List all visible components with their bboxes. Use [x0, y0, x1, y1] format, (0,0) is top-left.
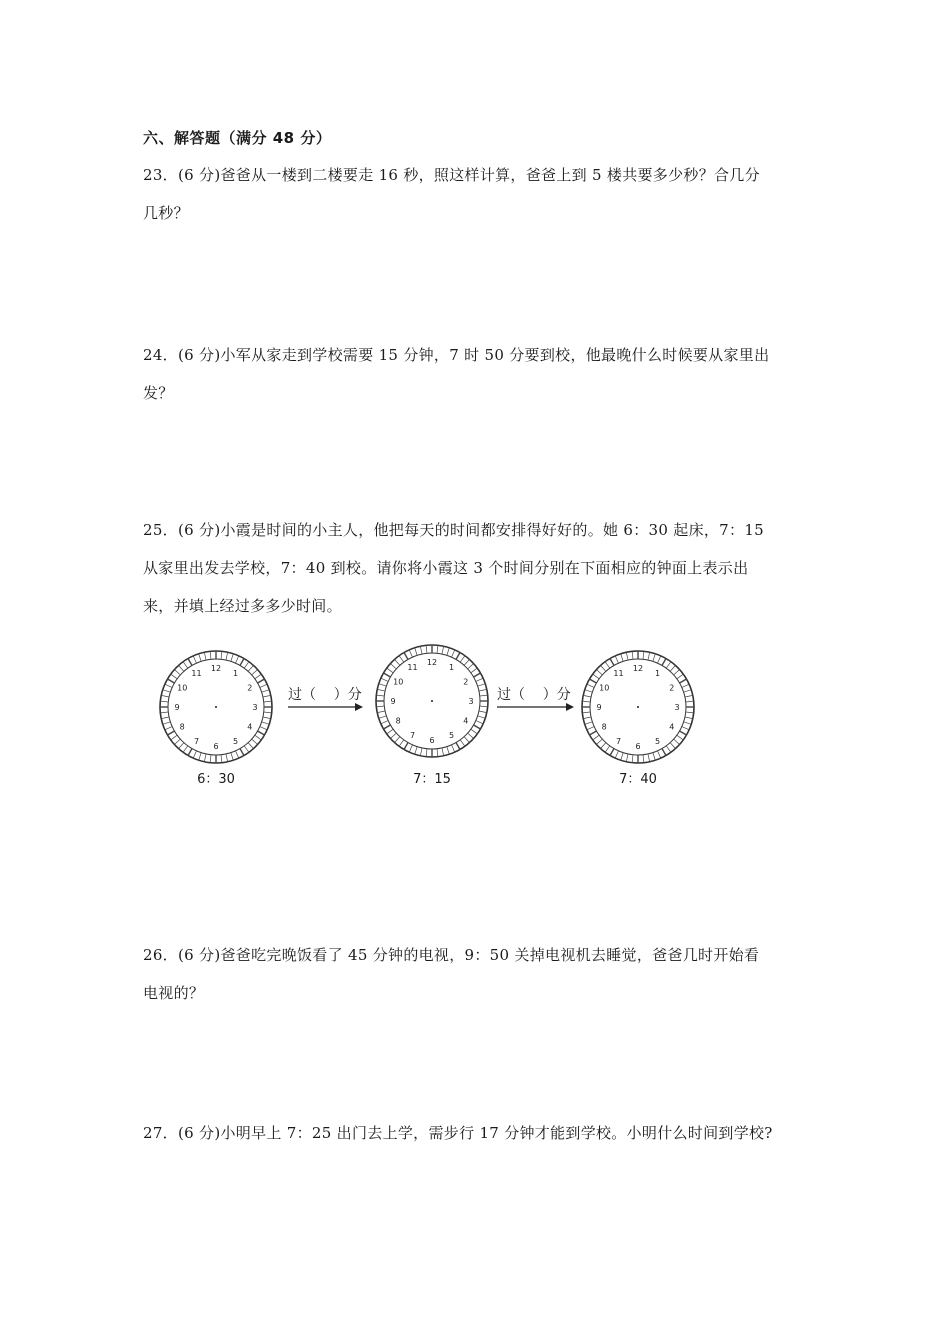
clock-face-2 [376, 645, 488, 757]
minute-tick [188, 659, 192, 666]
minute-tick [684, 690, 692, 692]
arrow-1 [288, 703, 363, 711]
minute-tick [677, 735, 683, 740]
clock-1-time-label: 6：30 [197, 772, 235, 787]
minute-tick [610, 749, 614, 756]
minute-tick [601, 743, 606, 749]
minute-tick [381, 678, 388, 681]
minute-tick [390, 733, 396, 738]
clock-number: 2 [463, 677, 469, 687]
minute-tick [226, 652, 228, 660]
clock-2-time-label: 7：15 [413, 772, 451, 787]
minute-tick [670, 665, 675, 671]
minute-tick [165, 684, 172, 687]
minute-tick [662, 749, 666, 756]
minute-tick [666, 662, 671, 668]
minute-tick [674, 670, 680, 675]
minute-tick [464, 737, 469, 743]
minute-tick [420, 646, 422, 654]
minute-tick [456, 743, 460, 750]
clock-number: 12 [210, 664, 222, 673]
minute-tick [626, 754, 628, 762]
minute-tick [643, 651, 644, 659]
minute-tick [409, 745, 412, 752]
minute-tick [231, 654, 233, 662]
clock-number: 10 [393, 677, 404, 687]
minute-tick [399, 740, 404, 746]
minute-tick [262, 690, 270, 692]
minute-tick [204, 652, 206, 660]
minute-tick [183, 746, 188, 752]
minute-tick [244, 662, 249, 668]
minute-tick [621, 753, 623, 761]
minute-tick [686, 701, 694, 702]
minute-tick [596, 739, 602, 744]
minute-tick [163, 690, 171, 692]
clock-number: 5 [654, 736, 661, 746]
minute-tick [263, 717, 271, 719]
minute-tick [658, 656, 661, 663]
minute-tick [658, 751, 661, 758]
minute-tick [621, 654, 623, 662]
clock-number: 3 [674, 703, 680, 712]
minute-tick [171, 674, 177, 679]
minute-tick [464, 659, 469, 665]
minute-tick [582, 701, 590, 702]
minute-tick [480, 695, 488, 696]
minute-tick [587, 727, 594, 730]
question-23-line-2: 几秒？ [143, 204, 189, 222]
minute-tick [404, 653, 408, 660]
clock-number: 11 [407, 663, 418, 673]
minute-tick [442, 646, 444, 654]
minute-tick [610, 659, 614, 666]
minute-tick [264, 712, 272, 713]
minute-tick [377, 689, 385, 691]
minute-tick [258, 731, 265, 735]
clock-number: 3 [468, 697, 474, 706]
minute-tick [236, 656, 239, 663]
minute-tick [471, 729, 477, 734]
clock-number: 7 [409, 730, 416, 740]
minute-tick [585, 690, 593, 692]
arrow-2 [497, 703, 574, 711]
minute-tick [452, 745, 455, 752]
clock-number: 12 [426, 658, 438, 667]
minute-tick [193, 751, 196, 758]
clock-face-1 [160, 651, 272, 763]
minute-tick [583, 695, 591, 697]
minute-tick [420, 748, 422, 756]
minute-tick [168, 679, 175, 683]
question-27-line-1: 27．(6 分)小明早上 7：25 出门去上学，需步行 17 分钟才能到学校。小明什么时间到学校? [143, 1124, 773, 1142]
minute-tick [643, 755, 644, 763]
question-27 [143, 1114, 813, 1152]
section-title: 六、解答题（满分 48 分） [143, 129, 332, 147]
clock-center-dot [215, 706, 217, 708]
minute-tick [480, 706, 488, 707]
minute-tick [626, 652, 628, 660]
minute-tick [210, 755, 211, 763]
minute-tick [437, 749, 438, 757]
minute-tick [605, 746, 610, 752]
arrow-label-1: 过（ ）分 [288, 687, 362, 703]
minute-tick [240, 659, 244, 666]
minute-tick [478, 716, 486, 718]
minute-tick [168, 731, 175, 735]
minute-tick [471, 668, 477, 673]
minute-tick [680, 679, 687, 683]
minute-tick [632, 651, 633, 659]
minute-tick [248, 743, 253, 749]
clock-number: 9 [174, 703, 180, 712]
clock-number: 4 [669, 722, 675, 732]
minute-tick [615, 751, 618, 758]
minute-tick [387, 668, 393, 673]
minute-tick [590, 731, 597, 735]
minute-tick [670, 743, 675, 749]
minute-tick [404, 743, 408, 750]
minute-tick [260, 727, 267, 730]
minute-tick [437, 645, 438, 653]
minute-tick [601, 665, 606, 671]
minute-tick [468, 664, 474, 669]
minute-tick [662, 659, 666, 666]
clock-number: 2 [247, 683, 253, 693]
clock-3-time-label: 7：40 [619, 772, 657, 787]
minute-tick [204, 754, 206, 762]
minute-tick [395, 659, 400, 665]
minute-tick [415, 747, 417, 755]
minute-tick [666, 746, 671, 752]
minute-tick [263, 695, 271, 697]
minute-tick [587, 684, 594, 687]
minute-tick [395, 737, 400, 743]
minute-tick [248, 665, 253, 671]
question-25-line-3: 来，并填上经过多多少时间。 [143, 597, 342, 615]
minute-tick [379, 716, 387, 718]
minute-tick [632, 755, 633, 763]
clock-center-dot [637, 706, 639, 708]
minute-tick [387, 729, 393, 734]
clock-number: 6 [635, 742, 641, 751]
minute-tick [376, 695, 384, 696]
minute-tick [648, 754, 650, 762]
clock-number: 1 [654, 669, 661, 679]
clock-number: 8 [601, 722, 607, 732]
minute-tick [447, 648, 449, 656]
minute-tick [615, 656, 618, 663]
minute-tick [240, 749, 244, 756]
minute-tick [258, 679, 265, 683]
minute-tick [468, 733, 474, 738]
clock-number: 9 [390, 697, 396, 706]
minute-tick [686, 712, 694, 713]
minute-tick [260, 684, 267, 687]
minute-tick [685, 695, 693, 697]
minute-tick [163, 722, 171, 724]
clock-number: 7 [615, 736, 622, 746]
minute-tick [231, 753, 233, 761]
minute-tick [221, 755, 222, 763]
minute-tick [226, 754, 228, 762]
minute-tick [593, 674, 599, 679]
minute-tick [648, 652, 650, 660]
clock-number: 8 [395, 716, 401, 726]
arrow-head [355, 703, 363, 711]
minute-tick [605, 662, 610, 668]
clock-number: 2 [669, 683, 675, 693]
clock-number: 4 [247, 722, 253, 732]
minute-tick [585, 722, 593, 724]
question-26-line-1: 26．(6 分)爸爸吃完晚饭看了 45 分钟的电视，9：50 关掉电视机去睡觉，爸爸几时开始看 [143, 946, 760, 964]
minute-tick [590, 679, 597, 683]
question-23-line-1: 23．(6 分)爸爸从一楼到二楼要走 16 秒，照这样计算，爸爸上到 5 楼共要多少秒？合几分 [143, 166, 760, 184]
clock-number: 10 [599, 683, 610, 693]
minute-tick [474, 725, 481, 729]
clock-number: 1 [448, 663, 455, 673]
minute-tick [255, 674, 261, 679]
minute-tick [478, 684, 486, 686]
minute-tick [160, 701, 168, 702]
minute-tick [193, 656, 196, 663]
minute-tick [409, 650, 412, 657]
minute-tick [452, 650, 455, 657]
minute-tick [680, 731, 687, 735]
minute-tick [674, 739, 680, 744]
minute-tick [244, 746, 249, 752]
minute-tick [582, 712, 590, 713]
clock-number: 9 [596, 703, 602, 712]
minute-tick [415, 648, 417, 656]
minute-tick [384, 673, 391, 677]
clock-number: 11 [191, 669, 202, 679]
minute-tick [476, 721, 483, 724]
clock-face-3 [582, 651, 694, 763]
minute-tick [255, 735, 261, 740]
minute-tick [384, 725, 391, 729]
clock-number: 7 [193, 736, 200, 746]
question-24-line-1: 24．(6 分)小军从家走到学校需要 15 分钟，7 时 50 分要到校，他最晚什么时候要从家里出 [143, 346, 770, 364]
arrow-head [566, 703, 574, 711]
minute-tick [252, 739, 258, 744]
minute-tick [677, 674, 683, 679]
clock-number: 6 [213, 742, 219, 751]
clock-number: 5 [448, 730, 455, 740]
minute-tick [377, 711, 385, 713]
minute-tick [399, 656, 404, 662]
question-26 [143, 936, 813, 1012]
minute-tick [210, 651, 211, 659]
minute-tick [199, 753, 201, 761]
question-23 [143, 156, 813, 232]
clock-number: 12 [632, 664, 644, 673]
minute-tick [460, 656, 465, 662]
minute-tick [447, 747, 449, 755]
minute-tick [199, 654, 201, 662]
minute-tick [161, 717, 169, 719]
minute-tick [221, 651, 222, 659]
minute-tick [456, 653, 460, 660]
minute-tick [179, 743, 184, 749]
minute-tick [183, 662, 188, 668]
minute-tick [426, 645, 427, 653]
minute-tick [179, 665, 184, 671]
minute-tick [479, 689, 487, 691]
question-24 [143, 336, 813, 412]
clock-number: 5 [232, 736, 239, 746]
minute-tick [593, 735, 599, 740]
minute-tick [171, 735, 177, 740]
minute-tick [236, 751, 239, 758]
minute-tick [682, 727, 689, 730]
clock-number: 4 [463, 716, 469, 726]
minute-tick [161, 695, 169, 697]
clock-center-dot [431, 700, 433, 702]
minute-tick [262, 722, 270, 724]
minute-tick [684, 722, 692, 724]
minute-tick [381, 721, 388, 724]
question-25 [143, 511, 813, 625]
minute-tick [460, 740, 465, 746]
minute-tick [685, 717, 693, 719]
minute-tick [390, 664, 396, 669]
minute-tick [474, 673, 481, 677]
minute-tick [442, 748, 444, 756]
minute-tick [476, 678, 483, 681]
minute-tick [174, 739, 180, 744]
minute-tick [653, 753, 655, 761]
minute-tick [264, 701, 272, 702]
clock-number: 1 [232, 669, 239, 679]
arrow-label-2: 过（ ）分 [497, 687, 571, 703]
question-25-line-1: 25．(6 分)小霞是时间的小主人，他把每天的时间都安排得好好的。她 6：30 起床，7：15 [143, 521, 765, 539]
minute-tick [583, 717, 591, 719]
minute-tick [252, 670, 258, 675]
clock-number: 11 [613, 669, 624, 679]
question-24-line-2: 发？ [143, 384, 174, 402]
minute-tick [479, 711, 487, 713]
minute-tick [174, 670, 180, 675]
minute-tick [379, 684, 387, 686]
minute-tick [426, 749, 427, 757]
minute-tick [596, 670, 602, 675]
question-25-line-2: 从家里出发去学校，7：40 到校。请你将小霞这 3 个时间分别在下面相应的钟面上表示出 [143, 559, 749, 577]
clock-number: 10 [177, 683, 188, 693]
minute-tick [376, 706, 384, 707]
clock-number: 6 [429, 736, 435, 745]
clock-number: 8 [179, 722, 185, 732]
minute-tick [165, 727, 172, 730]
clock-figure [150, 640, 710, 790]
minute-tick [188, 749, 192, 756]
clock-number: 3 [252, 703, 258, 712]
minute-tick [653, 654, 655, 662]
question-26-line-2: 电视的？ [143, 984, 205, 1002]
minute-tick [682, 684, 689, 687]
minute-tick [160, 712, 168, 713]
